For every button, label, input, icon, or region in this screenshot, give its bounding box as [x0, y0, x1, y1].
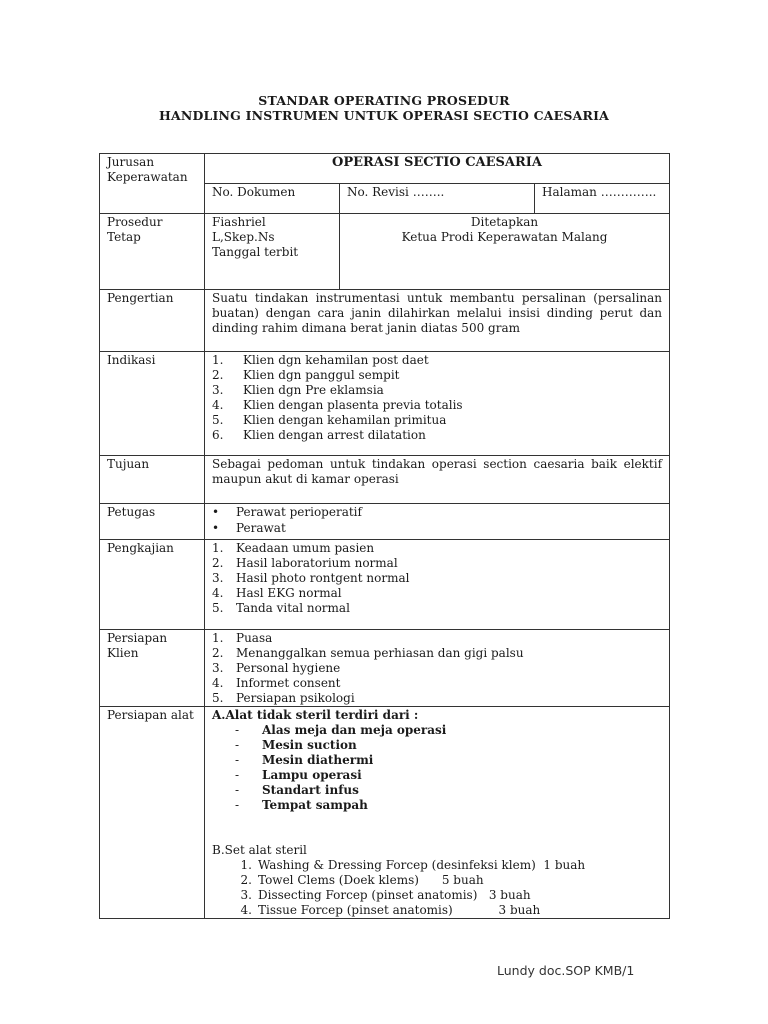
alat-a-title: A.Alat tidak steril terdiri dari :: [212, 708, 419, 722]
list-item: • Perawat: [212, 521, 286, 535]
list-item: 2. Hasil laboratorium normal: [212, 556, 398, 570]
list-item: • Perawat perioperatif: [212, 505, 362, 519]
tanggal-terbit: Tanggal terbit: [212, 245, 299, 259]
alat-b-list: [212, 858, 662, 918]
alat-a-list: [212, 723, 662, 813]
pengkajian-cell: [205, 540, 670, 630]
list-item: 4. Hasl EKG normal: [212, 586, 342, 600]
list-item: - Lampu operasi: [234, 768, 362, 782]
list-item: 3. Klien dgn Pre eklamsia: [212, 383, 384, 397]
document-title: STANDAR OPERATING PROSEDUR: [258, 93, 510, 108]
halaman: Halaman …………..: [535, 184, 670, 214]
indikasi-label: Indikasi: [100, 352, 205, 456]
ketua-prodi: Ketua Prodi Keperawatan Malang: [401, 230, 608, 244]
pengertian-label: Pengertian: [100, 290, 205, 352]
list-item: 4. Informet consent: [212, 676, 341, 690]
list-item: 2. Towel Clems (Doek klems) 5 buah: [240, 873, 484, 887]
list-item: - Alas meja dan meja operasi: [234, 723, 447, 737]
document-subtitle: HANDLING INSTRUMEN UNTUK OPERASI SECTIO CAESARIA: [158, 108, 610, 123]
tujuan-text: Sebagai pedoman untuk tindakan operasi section caesaria baik elektif maupun akut di kamar operasi: [205, 456, 670, 504]
author: Fiashriel L,Skep.Ns: [212, 215, 275, 244]
indikasi-list: [212, 353, 662, 443]
persiapan-klien-label: Persiapan Klien: [100, 630, 205, 707]
persiapan-alat-cell: [205, 707, 670, 919]
list-item: - Tempat sampah: [234, 798, 368, 812]
persiapan-klien-cell: [205, 630, 670, 707]
list-item: - Standart infus: [234, 783, 359, 797]
list-item: 4. Klien dengan plasenta previa totalis: [212, 398, 463, 412]
pengkajian-list: [212, 541, 662, 616]
tujuan-label: Tujuan: [100, 456, 205, 504]
prosedur-tetap-label: Prosedur Tetap: [100, 214, 205, 290]
indikasi-cell: [205, 352, 670, 456]
ditetapkan-cell: [340, 214, 670, 290]
list-item: 3. Dissecting Forcep (pinset anatomis) 3 buah: [240, 888, 531, 902]
list-item: 2. Klien dgn panggul sempit: [212, 368, 400, 382]
list-item: - Mesin diathermi: [234, 753, 374, 767]
no-revisi: No. Revisi ……..: [340, 184, 535, 214]
list-item: 1. Washing & Dressing Forcep (desinfeksi klem) 1 buah: [240, 858, 586, 872]
list-item: 2. Menanggalkan semua perhiasan dan gigi palsu: [212, 646, 524, 660]
author-cell: [205, 214, 340, 290]
no-dokumen: No. Dokumen: [205, 184, 340, 214]
persiapan-alat-label: Persiapan alat: [100, 707, 205, 919]
alat-b-title: B.Set alat steril: [212, 843, 307, 857]
pengkajian-label: Pengkajian: [100, 540, 205, 630]
list-item: 4. Tissue Forcep (pinset anatomis) 3 buah: [240, 903, 541, 917]
footer-doc-id: Lundy doc.SOP KMB/1: [497, 963, 635, 978]
ditetapkan: Ditetapkan: [470, 215, 539, 229]
operasi-title: OPERASI SECTIO CAESARIA: [205, 154, 670, 184]
petugas-cell: [205, 504, 670, 540]
persiapan-klien-list: [212, 631, 662, 706]
list-item: 5. Klien dengan kehamilan primitua: [212, 413, 447, 427]
sop-table: [99, 153, 670, 919]
pengertian-text: Suatu tindakan instrumentasi untuk membantu persalinan (persalinan buatan) dengan cara janin dilahirkan melalui insisi dinding perut dan dinding rahim dimana berat janin diatas 500 gram: [205, 290, 670, 352]
list-item: 5. Persiapan psikologi: [212, 691, 355, 705]
list-item: 6. Klien dengan arrest dilatation: [212, 428, 426, 442]
list-item: 1. Keadaan umum pasien: [212, 541, 375, 555]
list-item: 3. Hasil photo rontgent normal: [212, 571, 410, 585]
list-item: 3. Personal hygiene: [212, 661, 341, 675]
petugas-list: [212, 505, 662, 536]
jurusan-label: Jurusan Keperawatan: [100, 154, 205, 214]
list-item: 5. Tanda vital normal: [212, 601, 350, 615]
list-item: 1. Klien dgn kehamilan post daet: [212, 353, 429, 367]
petugas-label: Petugas: [100, 504, 205, 540]
list-item: - Mesin suction: [234, 738, 357, 752]
list-item: 1. Puasa: [212, 631, 273, 645]
